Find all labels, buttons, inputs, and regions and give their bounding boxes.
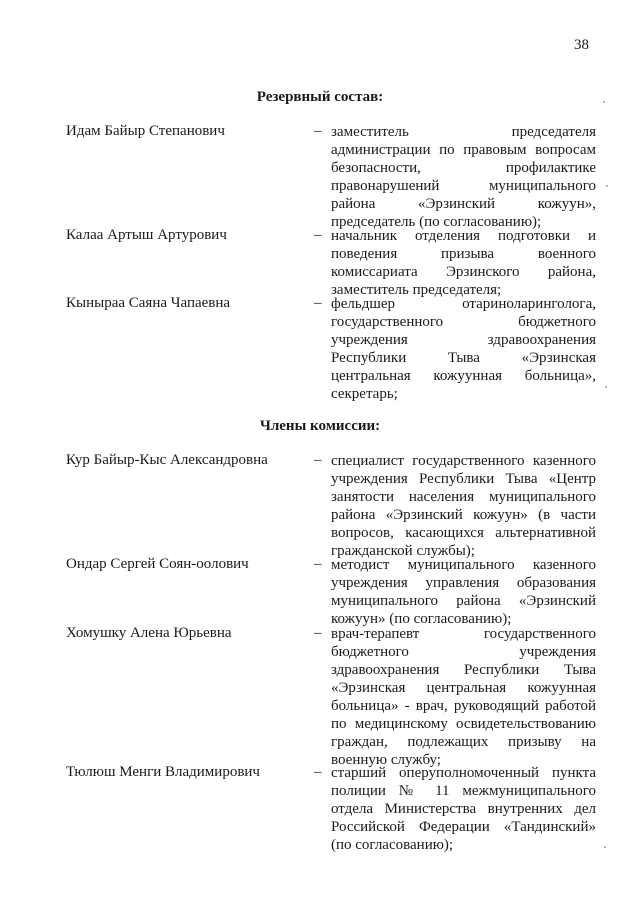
dash-separator: – (314, 764, 322, 780)
member-role: начальник отделения подготовки и поведения призыва военного комиссариата Эрзинского района, заместитель председателя; (331, 228, 596, 298)
scan-speck (604, 846, 606, 848)
member-role: врач-терапевт государственного бюджетного учреждения здравоохранения Республики Тыва «Эрзинская центральная кожуунная больница» - врач, руководящий работой по медицинскому освидетельствованию граждан, подлежащих призыву на военную службу; (331, 626, 596, 768)
member-role: старший оперуполномоченный пункта полиции № 11 межмуниципального отдела Министерства внутренних дел Российской Федерации «Тандинский» (по согласованию); (331, 765, 596, 853)
member-role: заместитель председателя администрации по правовым вопросам безопасности, профилактике правонарушений муниципального района «Эрзинский кожуун», председатель (по согласованию); (331, 124, 596, 230)
member-name: Калаа Артыш Артурович (66, 227, 227, 243)
member-role: методист муниципального казенного учреждения управления образования муниципального района «Эрзинский кожуун» (по согласованию); (331, 557, 596, 627)
page-number: 38 (574, 37, 589, 53)
scan-speck (606, 185, 608, 187)
member-name: Хомушку Алена Юрьевна (66, 625, 232, 641)
scan-speck (605, 386, 607, 388)
member-name: Кур Байыр-Кыс Александровна (66, 452, 268, 468)
member-role: фельдшер отариноларинголога, государственного бюджетного учреждения здравоохранения Республики Тыва «Эрзинская центральная кожуунная больница», секретарь; (331, 296, 596, 402)
member-role: специалист государственного казенного учреждения Республики Тыва «Центр занятости населения муниципального района «Эрзинский кожуун» (в части вопросов, касающихся альтернативной гражданской службы); (331, 453, 596, 559)
dash-separator: – (314, 556, 322, 572)
dash-separator: – (314, 452, 322, 468)
scan-speck (603, 101, 605, 103)
member-name: Ондар Сергей Соян-оолович (66, 556, 249, 572)
dash-separator: – (314, 625, 322, 641)
dash-separator: – (314, 123, 322, 139)
members-section-title: Члены комиссии: (259, 418, 381, 434)
member-name: Идам Байыр Степанович (66, 123, 225, 139)
reserve-section-title: Резервный состав: (256, 89, 384, 105)
dash-separator: – (314, 295, 322, 311)
dash-separator: – (314, 227, 322, 243)
member-name: Тюлюш Менги Владимирович (66, 764, 260, 780)
member-name: Кыныраа Саяна Чапаевна (66, 295, 231, 311)
